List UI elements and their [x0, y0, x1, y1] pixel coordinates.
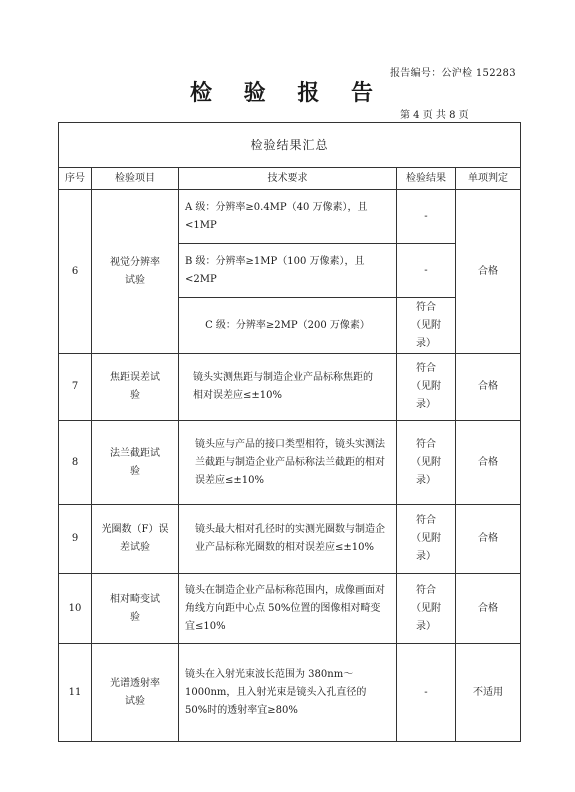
column-header: 检验结果: [397, 168, 456, 190]
test-result: 符合（见附录）: [397, 421, 456, 505]
test-result: 符合（见附录）: [397, 354, 456, 421]
summary-title: 检验结果汇总: [59, 123, 521, 168]
verdict: 合格: [456, 574, 521, 644]
requirement: 镜头实测焦距与制造企业产品标称焦距的相对误差应≤±10%: [179, 354, 397, 421]
table-row: [59, 421, 521, 505]
table-row: [59, 354, 521, 421]
requirement: 镜头在入射光束波长范围为 380nm～1000nm，且入射光束是镜头入孔直径的 50%时的透射率宜≥80%: [179, 644, 397, 742]
row-number: 10: [59, 574, 92, 644]
column-header: 检验项目: [92, 168, 179, 190]
column-header: 序号: [59, 168, 92, 190]
test-item: 法兰截距试验: [92, 421, 179, 505]
test-item: 焦距误差试验: [92, 354, 179, 421]
test-result: 符合（见附录）: [397, 298, 456, 354]
verdict: 合格: [456, 505, 521, 574]
test-item: 光谱透射率试验: [92, 644, 179, 742]
table-row: [59, 190, 521, 244]
test-item: 光圈数（F）误差试验: [92, 505, 179, 574]
table-row: [59, 574, 521, 644]
verdict: 合格: [456, 421, 521, 505]
test-result: -: [397, 644, 456, 742]
requirement: 镜头应与产品的接口类型相符，镜头实测法兰截距与制造企业产品标称法兰截距的相对误差应≤±10%: [179, 421, 397, 505]
verdict: 合格: [456, 354, 521, 421]
results-summary-table: [58, 122, 521, 742]
test-item: 视觉分辨率试验: [92, 190, 179, 354]
test-result: 符合（见附录）: [397, 505, 456, 574]
requirement: B 级：分辨率≥1MP（100 万像素），且<2MP: [179, 244, 397, 298]
requirement: 镜头在制造企业产品标称范围内，成像画面对角线方向距中心点 50%位置的图像相对畸变宜≤10%: [179, 574, 397, 644]
row-number: 8: [59, 421, 92, 505]
requirement: A 级：分辨率≥0.4MP（40 万像素），且<1MP: [179, 190, 397, 244]
column-header: 技术要求: [179, 168, 397, 190]
header-row: [59, 168, 521, 190]
report-number: 报告编号：公沪检 152283: [390, 68, 516, 79]
verdict: 不适用: [456, 644, 521, 742]
row-number: 9: [59, 505, 92, 574]
column-header: 单项判定: [456, 168, 521, 190]
test-result: -: [397, 190, 456, 244]
test-result: 符合（见附录）: [397, 574, 456, 644]
test-item: 相对畸变试验: [92, 574, 179, 644]
document-title: 检 验 报 告: [190, 80, 385, 106]
test-result: -: [397, 244, 456, 298]
table-row: [59, 505, 521, 574]
row-number: 7: [59, 354, 92, 421]
requirement: C 级：分辨率≥2MP（200 万像素）: [179, 298, 397, 354]
requirement: 镜头最大相对孔径时的实测光圈数与制造企业产品标称光圈数的相对误差应≤±10%: [179, 505, 397, 574]
row-number: 6: [59, 190, 92, 354]
page-indicator: 第 4 页 共 8 页: [400, 110, 469, 121]
row-number: 11: [59, 644, 92, 742]
verdict: 合格: [456, 190, 521, 354]
table-row: [59, 644, 521, 742]
